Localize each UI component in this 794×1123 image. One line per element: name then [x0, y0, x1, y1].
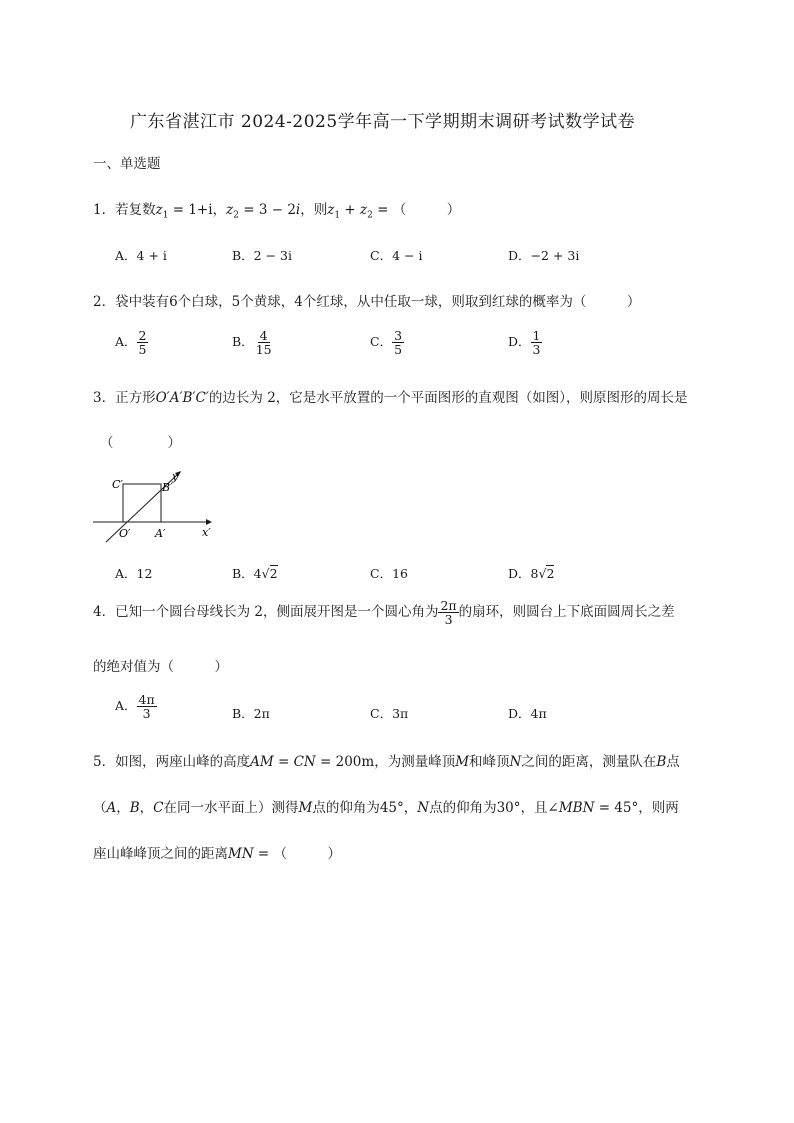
fraction: $\frac{2\pi}{3}$	[440, 598, 457, 628]
question-5-line-2: （A，B，C在同一水平面上）测得M点的仰角为45°，N点的仰角为30°，且∠MBN = 45°，则两	[93, 800, 679, 816]
question-4: 4．已知一个圆台母线长为 2，侧面展开图是一个圆心角为 $\frac{2\pi}{3}$ 的扇环，则圆台上下底面圆周长之差	[93, 598, 675, 628]
q2-option-c[interactable]: C． $\frac{3}{5}$	[370, 328, 403, 358]
sqrt-icon: √	[538, 566, 547, 581]
q4-option-c[interactable]: C．3π	[370, 706, 409, 721]
label-a: A′	[155, 527, 166, 540]
q4-option-a[interactable]: A． $\frac{4\pi}{3}$	[115, 692, 155, 722]
q4-option-d[interactable]: D．4π	[508, 706, 547, 721]
q1-option-b[interactable]: B．2 − 3i	[232, 248, 293, 263]
q3-option-c[interactable]: C．16	[370, 566, 408, 581]
q4-option-b[interactable]: B．2π	[232, 706, 270, 721]
square	[123, 484, 161, 522]
label-c: C′	[112, 478, 123, 491]
question-5-line-3: 座山峰峰顶之间的距离MN = （ ）	[93, 846, 342, 862]
q1-option-d[interactable]: D．−2 + 3i	[508, 248, 580, 263]
label-o: O′	[119, 527, 131, 540]
question-4-line-2: 的绝对值为（ ）	[93, 659, 228, 675]
question-3: 3．正方形O′A′B′C′的边长为 2，它是水平放置的一个平面图形的直观图（如图），则原图形的周长是	[93, 390, 688, 406]
fraction: $\frac{1}{3}$	[532, 328, 541, 358]
q3-option-a[interactable]: A．12	[115, 566, 153, 581]
sqrt-icon: √	[261, 566, 270, 581]
section-heading: 一、单选题	[93, 156, 161, 172]
q3-answer-blank: （ ）	[100, 435, 181, 451]
fraction: $\frac{4\pi}{3}$	[138, 692, 155, 722]
q1-option-c[interactable]: C．4 − i	[370, 248, 423, 263]
label-x: x′	[202, 526, 211, 539]
q2-option-a[interactable]: A． $\frac{2}{5}$	[115, 328, 147, 358]
label-y: y′	[172, 470, 181, 483]
fraction: $\frac{3}{5}$	[394, 328, 403, 358]
page-title: 广东省湛江市 2024-2025学年高一下学期期末调研考试数学试卷	[130, 112, 636, 132]
q2-option-b[interactable]: B． $\frac{4}{15}$	[232, 328, 272, 358]
q1-option-a[interactable]: A．4 + i	[115, 248, 167, 263]
x-axis-arrow	[206, 519, 212, 525]
question-2: 2．袋中装有6个白球，5个黄球，4个红球，从中任取一球，则取到红球的概率为（ ）	[93, 294, 641, 310]
fraction: $\frac{2}{5}$	[138, 328, 147, 358]
q2-option-d[interactable]: D． $\frac{1}{3}$	[508, 328, 541, 358]
q3-figure	[88, 462, 218, 546]
label-b: B′	[162, 481, 173, 494]
question-1: 1．若复数$z_1 = 1+i$，$z_2 = 3 - 2i$，则$z_1 + z_2$ = （ ）	[93, 202, 461, 221]
question-5: 5．如图，两座山峰的高度AM = CN = 200m，为测量峰顶M和峰顶N之间的距离，测量队在B点	[93, 754, 680, 770]
fraction: $\frac{4}{15}$	[255, 328, 272, 358]
q3-option-d[interactable]: D．8√2	[508, 566, 555, 581]
q3-option-b[interactable]: B．4√2	[232, 566, 278, 581]
